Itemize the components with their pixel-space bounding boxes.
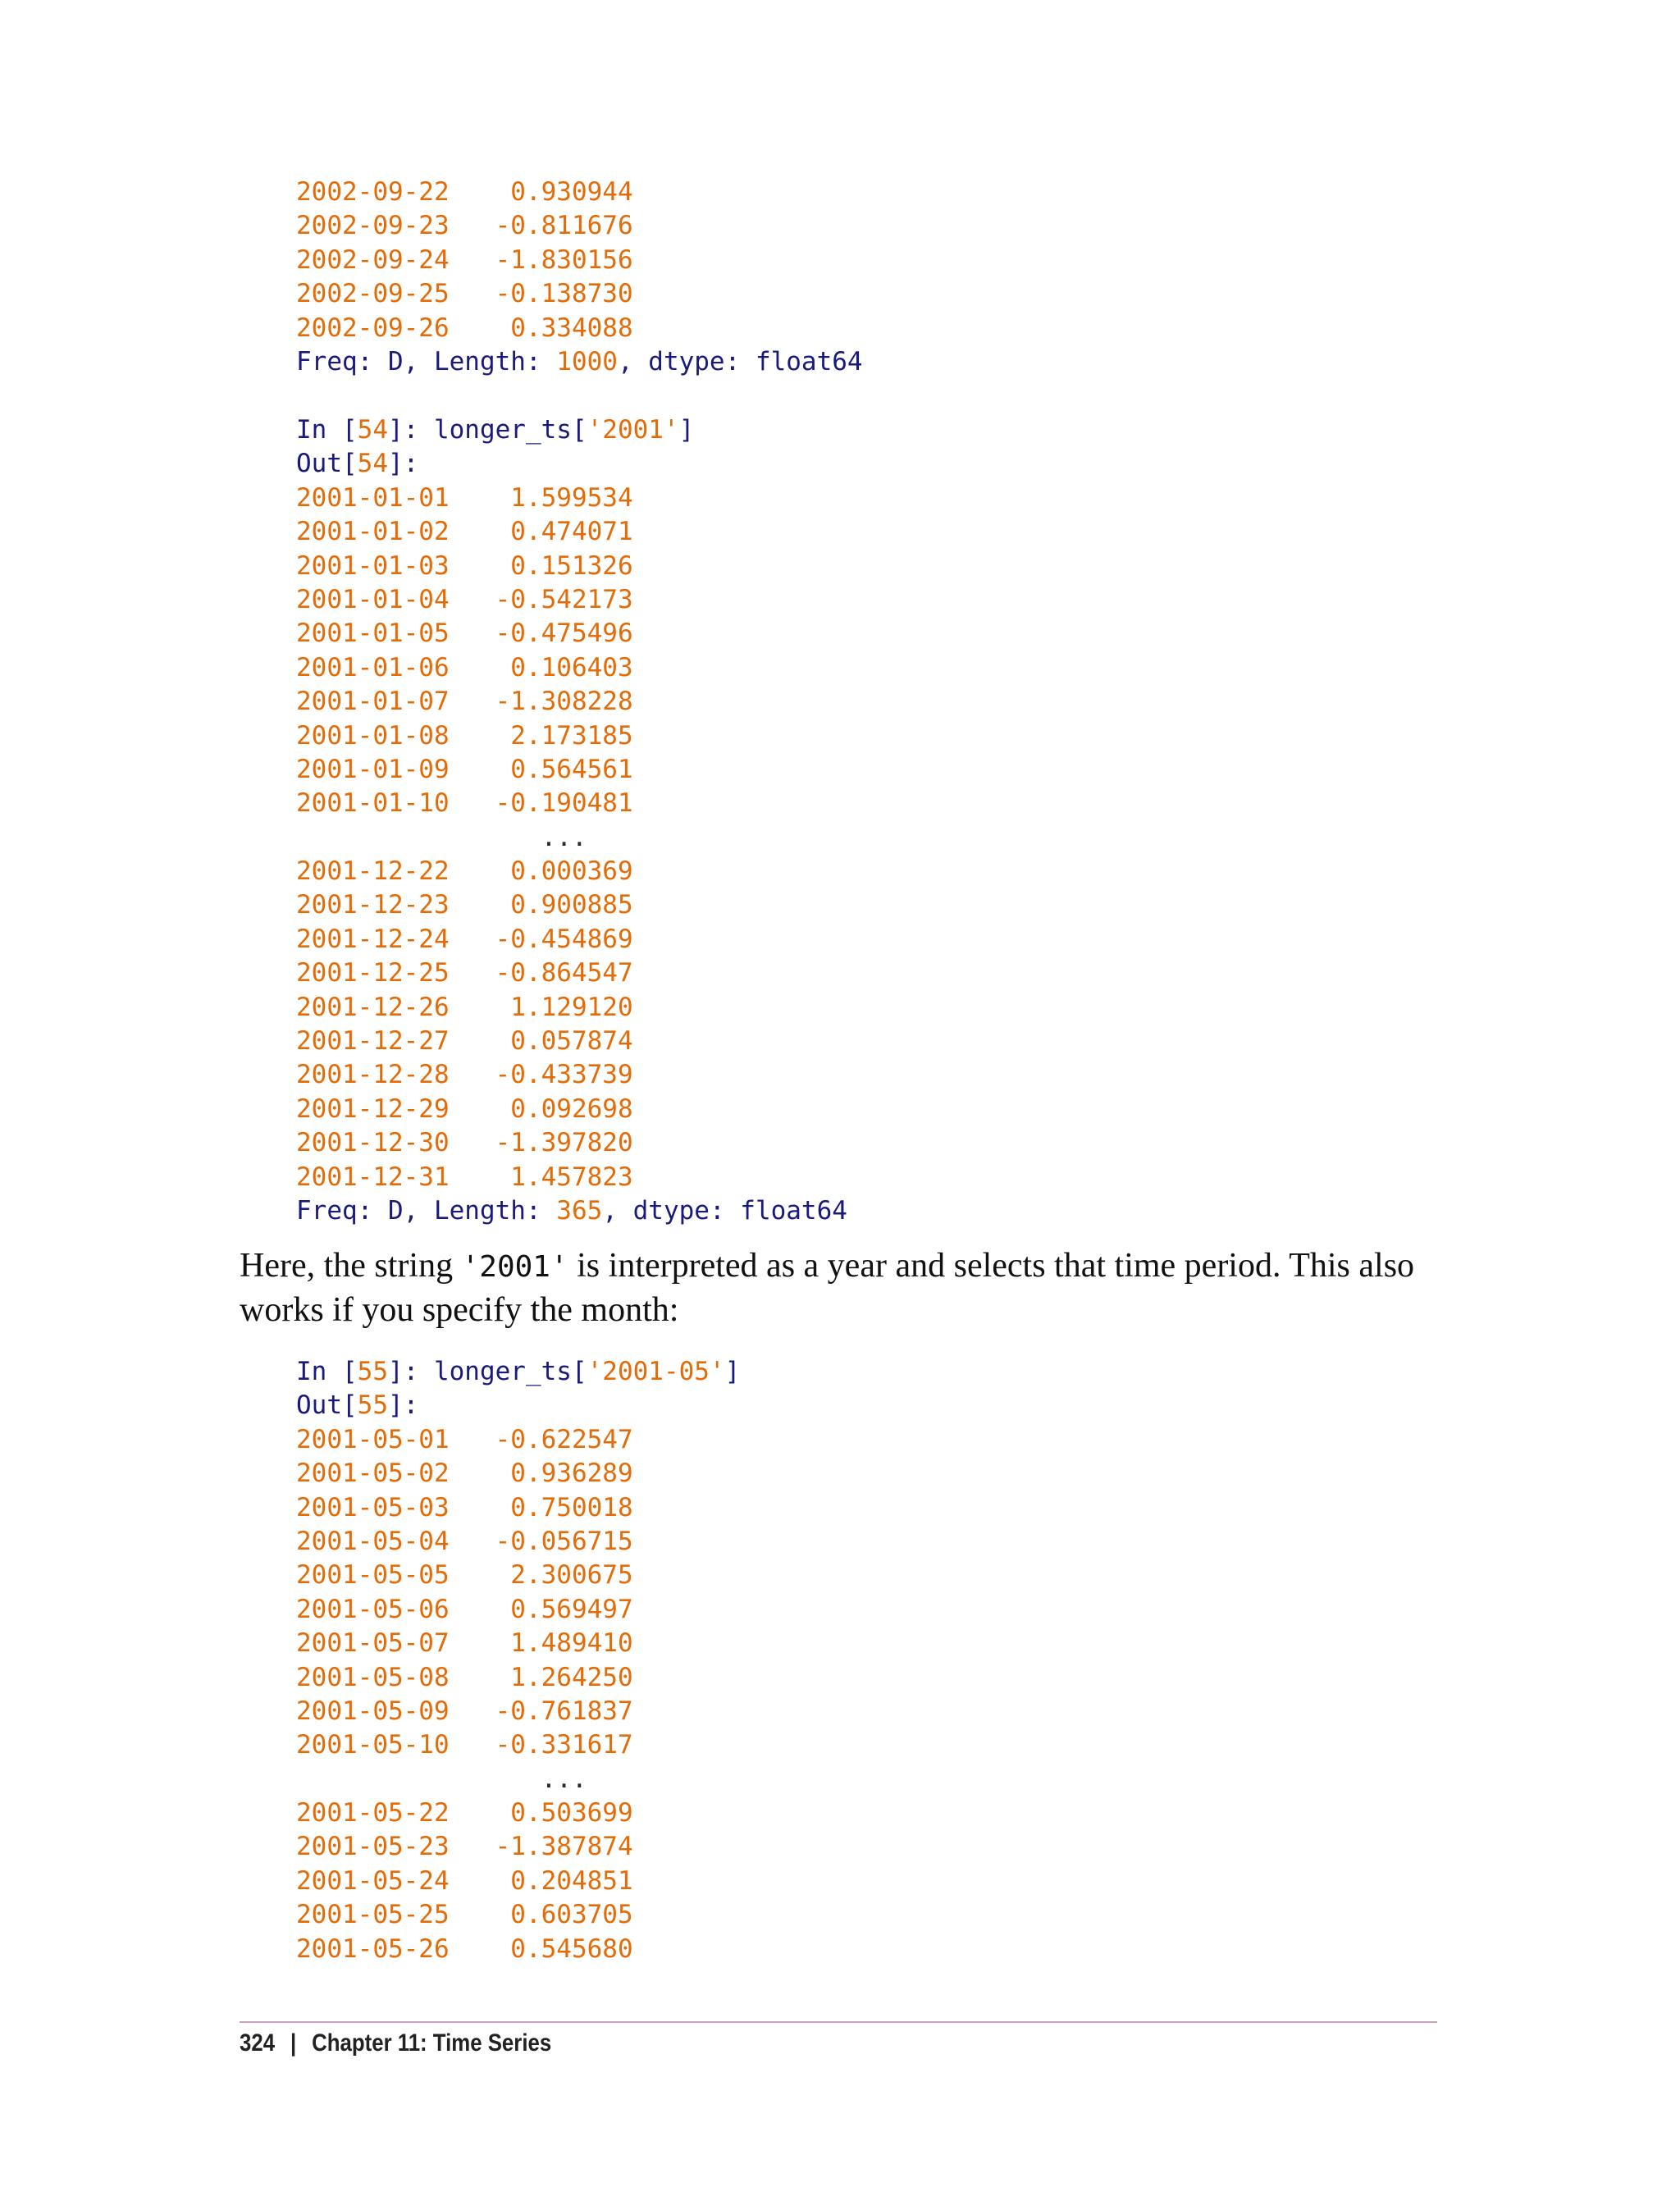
row-value: 1.264250 bbox=[510, 1662, 633, 1692]
footer-separator: | bbox=[290, 2029, 297, 2057]
row-date: 2001-12-30 bbox=[296, 1128, 450, 1158]
series-row bbox=[296, 1796, 740, 1830]
series-row bbox=[296, 1830, 740, 1864]
out-number: 55 bbox=[357, 1390, 388, 1421]
row-value: 0.474071 bbox=[510, 517, 633, 547]
row-value: -0.475496 bbox=[495, 619, 633, 649]
row-date: 2002-09-25 bbox=[296, 279, 450, 309]
series-row bbox=[296, 787, 847, 820]
row-value: -1.397820 bbox=[495, 1128, 633, 1158]
series-row bbox=[296, 1457, 740, 1491]
row-value: 1.457823 bbox=[510, 1162, 633, 1192]
row-value: -0.864547 bbox=[495, 958, 633, 988]
row-value: 1.489410 bbox=[510, 1628, 633, 1659]
row-value: -1.308228 bbox=[495, 687, 633, 717]
row-value: 0.545680 bbox=[510, 1933, 633, 1964]
row-date: 2001-05-24 bbox=[296, 1865, 450, 1896]
row-value: 0.569497 bbox=[510, 1594, 633, 1624]
row-date: 2001-12-23 bbox=[296, 890, 450, 920]
series-row bbox=[296, 617, 847, 651]
chapter-title: Chapter 11: Time Series bbox=[312, 2029, 552, 2057]
row-date: 2001-05-03 bbox=[296, 1492, 450, 1522]
in-close: ]: bbox=[387, 415, 434, 445]
out-number: 54 bbox=[357, 449, 388, 479]
row-date: 2001-12-29 bbox=[296, 1093, 450, 1124]
row-date: 2001-01-07 bbox=[296, 687, 450, 717]
row-date: 2001-05-25 bbox=[296, 1900, 450, 1930]
page-number: 324 bbox=[240, 2029, 276, 2057]
row-date: 2001-01-02 bbox=[296, 517, 450, 547]
series-row bbox=[296, 1491, 740, 1525]
series-row bbox=[296, 1865, 740, 1898]
ellipsis-row bbox=[296, 1763, 740, 1796]
row-date: 2002-09-23 bbox=[296, 211, 450, 241]
code-block-cell-54 bbox=[296, 413, 847, 1228]
output-prompt bbox=[296, 1389, 740, 1422]
series-row bbox=[296, 1559, 740, 1592]
row-date: 2001-05-06 bbox=[296, 1594, 450, 1624]
string-argument: '2001' bbox=[587, 415, 679, 445]
series-row bbox=[296, 1593, 740, 1627]
series-row bbox=[296, 1728, 740, 1762]
out-label: Out[ bbox=[296, 449, 358, 479]
in-label: In [ bbox=[296, 1357, 358, 1386]
row-date: 2001-12-24 bbox=[296, 924, 450, 954]
series-row bbox=[296, 1423, 740, 1457]
row-date: 2001-05-22 bbox=[296, 1798, 450, 1828]
row-date: 2001-12-22 bbox=[296, 856, 450, 887]
row-value: 0.334088 bbox=[510, 313, 633, 343]
bracket-close: ] bbox=[724, 1357, 741, 1386]
row-value: 0.151326 bbox=[510, 550, 633, 581]
input-prompt bbox=[296, 1355, 740, 1389]
series-row bbox=[296, 482, 847, 515]
series-row bbox=[296, 1661, 740, 1695]
row-date: 2001-01-06 bbox=[296, 652, 450, 682]
row-value: -1.387874 bbox=[495, 1832, 633, 1862]
row-date: 2001-05-04 bbox=[296, 1526, 450, 1556]
string-argument: '2001-05' bbox=[587, 1357, 725, 1386]
series-row bbox=[296, 209, 863, 243]
length-label: , Length: bbox=[403, 1195, 557, 1226]
length-value: 1000 bbox=[556, 346, 618, 377]
paragraph-text-before: Here, the string bbox=[240, 1247, 462, 1285]
row-date: 2001-01-01 bbox=[296, 482, 450, 513]
row-value: -0.056715 bbox=[495, 1526, 633, 1556]
code-block-cell-55 bbox=[296, 1355, 740, 1966]
series-row bbox=[296, 1627, 740, 1660]
row-value: 2.300675 bbox=[510, 1560, 633, 1591]
out-label: Out[ bbox=[296, 1390, 358, 1421]
row-date: 2001-05-09 bbox=[296, 1696, 450, 1726]
row-date: 2001-05-08 bbox=[296, 1662, 450, 1692]
row-date: 2001-01-10 bbox=[296, 788, 450, 819]
series-row bbox=[296, 583, 847, 617]
footer-rule bbox=[240, 2021, 1437, 2023]
row-value: 0.106403 bbox=[510, 652, 633, 682]
row-date: 2002-09-26 bbox=[296, 313, 450, 343]
dtype-value: float64 bbox=[740, 1195, 847, 1226]
code-expression: longer_ts[ bbox=[433, 1357, 587, 1386]
bracket-close: ] bbox=[678, 415, 695, 445]
series-row bbox=[296, 719, 847, 753]
row-date: 2001-01-09 bbox=[296, 754, 450, 784]
series-row bbox=[296, 277, 863, 311]
series-row bbox=[296, 888, 847, 922]
series-row bbox=[296, 685, 847, 719]
row-date: 2001-01-03 bbox=[296, 550, 450, 581]
series-row bbox=[296, 956, 847, 990]
input-prompt bbox=[296, 413, 847, 447]
row-value: 0.936289 bbox=[510, 1459, 633, 1489]
row-value: 0.930944 bbox=[510, 177, 633, 207]
freq-value: D bbox=[387, 1195, 404, 1226]
row-value: 0.603705 bbox=[510, 1900, 633, 1930]
ellipsis: ... bbox=[541, 822, 587, 852]
row-value: 0.092698 bbox=[510, 1093, 633, 1124]
series-row bbox=[296, 1058, 847, 1092]
row-date: 2001-05-01 bbox=[296, 1424, 450, 1454]
row-value: -0.811676 bbox=[495, 211, 633, 241]
freq-summary bbox=[296, 1194, 847, 1228]
freq-label: Freq: bbox=[296, 1195, 388, 1226]
row-value: -0.622547 bbox=[495, 1424, 633, 1454]
row-value: -0.331617 bbox=[495, 1730, 633, 1760]
series-row bbox=[296, 312, 863, 345]
series-row bbox=[296, 1695, 740, 1728]
inline-code: '2001' bbox=[461, 1250, 568, 1284]
freq-label: Freq: bbox=[296, 346, 388, 377]
code-block-previous-output bbox=[296, 176, 863, 379]
length-value: 365 bbox=[556, 1195, 603, 1226]
series-row bbox=[296, 1093, 847, 1126]
row-value: 1.129120 bbox=[510, 992, 633, 1022]
series-row bbox=[296, 855, 847, 888]
row-date: 2002-09-24 bbox=[296, 244, 450, 275]
row-value: -0.454869 bbox=[495, 924, 633, 954]
freq-value: D bbox=[387, 346, 404, 377]
series-row bbox=[296, 244, 863, 277]
out-close: ]: bbox=[387, 449, 419, 479]
series-row bbox=[296, 1161, 847, 1194]
freq-summary bbox=[296, 345, 863, 379]
page-footer bbox=[240, 2029, 551, 2057]
ellipsis-row bbox=[296, 821, 847, 855]
length-label: , Length: bbox=[403, 346, 557, 377]
row-value: -0.138730 bbox=[495, 279, 633, 309]
row-date: 2001-01-08 bbox=[296, 720, 450, 751]
row-value: 0.750018 bbox=[510, 1492, 633, 1522]
out-close: ]: bbox=[387, 1390, 419, 1421]
series-row bbox=[296, 923, 847, 956]
row-date: 2001-01-05 bbox=[296, 619, 450, 649]
cell-number: 54 bbox=[357, 415, 388, 445]
row-date: 2001-12-25 bbox=[296, 958, 450, 988]
dtype-label: , dtype: bbox=[602, 1195, 741, 1226]
row-value: -0.542173 bbox=[495, 584, 633, 614]
row-value: -1.830156 bbox=[495, 244, 633, 275]
row-date: 2001-12-26 bbox=[296, 992, 450, 1022]
dtype-value: float64 bbox=[755, 346, 863, 377]
row-value: 0.204851 bbox=[510, 1865, 633, 1896]
row-date: 2001-12-28 bbox=[296, 1060, 450, 1090]
row-value: -0.433739 bbox=[495, 1060, 633, 1090]
row-value: 0.000369 bbox=[510, 856, 633, 887]
row-date: 2001-12-31 bbox=[296, 1162, 450, 1192]
row-date: 2001-01-04 bbox=[296, 584, 450, 614]
series-row bbox=[296, 991, 847, 1025]
row-date: 2001-05-07 bbox=[296, 1628, 450, 1659]
paragraph-text-after: is interpreted as a year and selects that time period. This also works if you specify the month: bbox=[240, 1247, 1415, 1329]
series-row bbox=[296, 1126, 847, 1160]
in-close: ]: bbox=[387, 1357, 434, 1386]
row-value: -0.761837 bbox=[495, 1696, 633, 1726]
series-row bbox=[296, 651, 847, 685]
series-row bbox=[296, 550, 847, 583]
row-value: 2.173185 bbox=[510, 720, 633, 751]
cell-number: 55 bbox=[357, 1357, 388, 1386]
series-row bbox=[296, 515, 847, 549]
series-row bbox=[296, 1933, 740, 1966]
code-expression: longer_ts[ bbox=[433, 415, 587, 445]
row-date: 2001-05-10 bbox=[296, 1730, 450, 1760]
in-label: In [ bbox=[296, 415, 358, 445]
row-value: 0.057874 bbox=[510, 1026, 633, 1057]
row-date: 2001-05-02 bbox=[296, 1459, 450, 1489]
row-value: 0.503699 bbox=[510, 1798, 633, 1828]
row-value: -0.190481 bbox=[495, 788, 633, 819]
output-prompt bbox=[296, 447, 847, 481]
row-value: 0.564561 bbox=[510, 754, 633, 784]
row-date: 2001-05-23 bbox=[296, 1832, 450, 1862]
dtype-label: , dtype: bbox=[617, 346, 756, 377]
row-date: 2001-05-05 bbox=[296, 1560, 450, 1591]
series-row bbox=[296, 176, 863, 209]
row-value: 0.900885 bbox=[510, 890, 633, 920]
series-row bbox=[296, 1898, 740, 1932]
row-date: 2002-09-22 bbox=[296, 177, 450, 207]
row-value: 1.599534 bbox=[510, 482, 633, 513]
series-row bbox=[296, 753, 847, 787]
row-date: 2001-12-27 bbox=[296, 1026, 450, 1057]
row-date: 2001-05-26 bbox=[296, 1933, 450, 1964]
body-paragraph bbox=[240, 1244, 1437, 1331]
ellipsis: ... bbox=[541, 1764, 587, 1794]
series-row bbox=[296, 1025, 847, 1058]
series-row bbox=[296, 1525, 740, 1559]
